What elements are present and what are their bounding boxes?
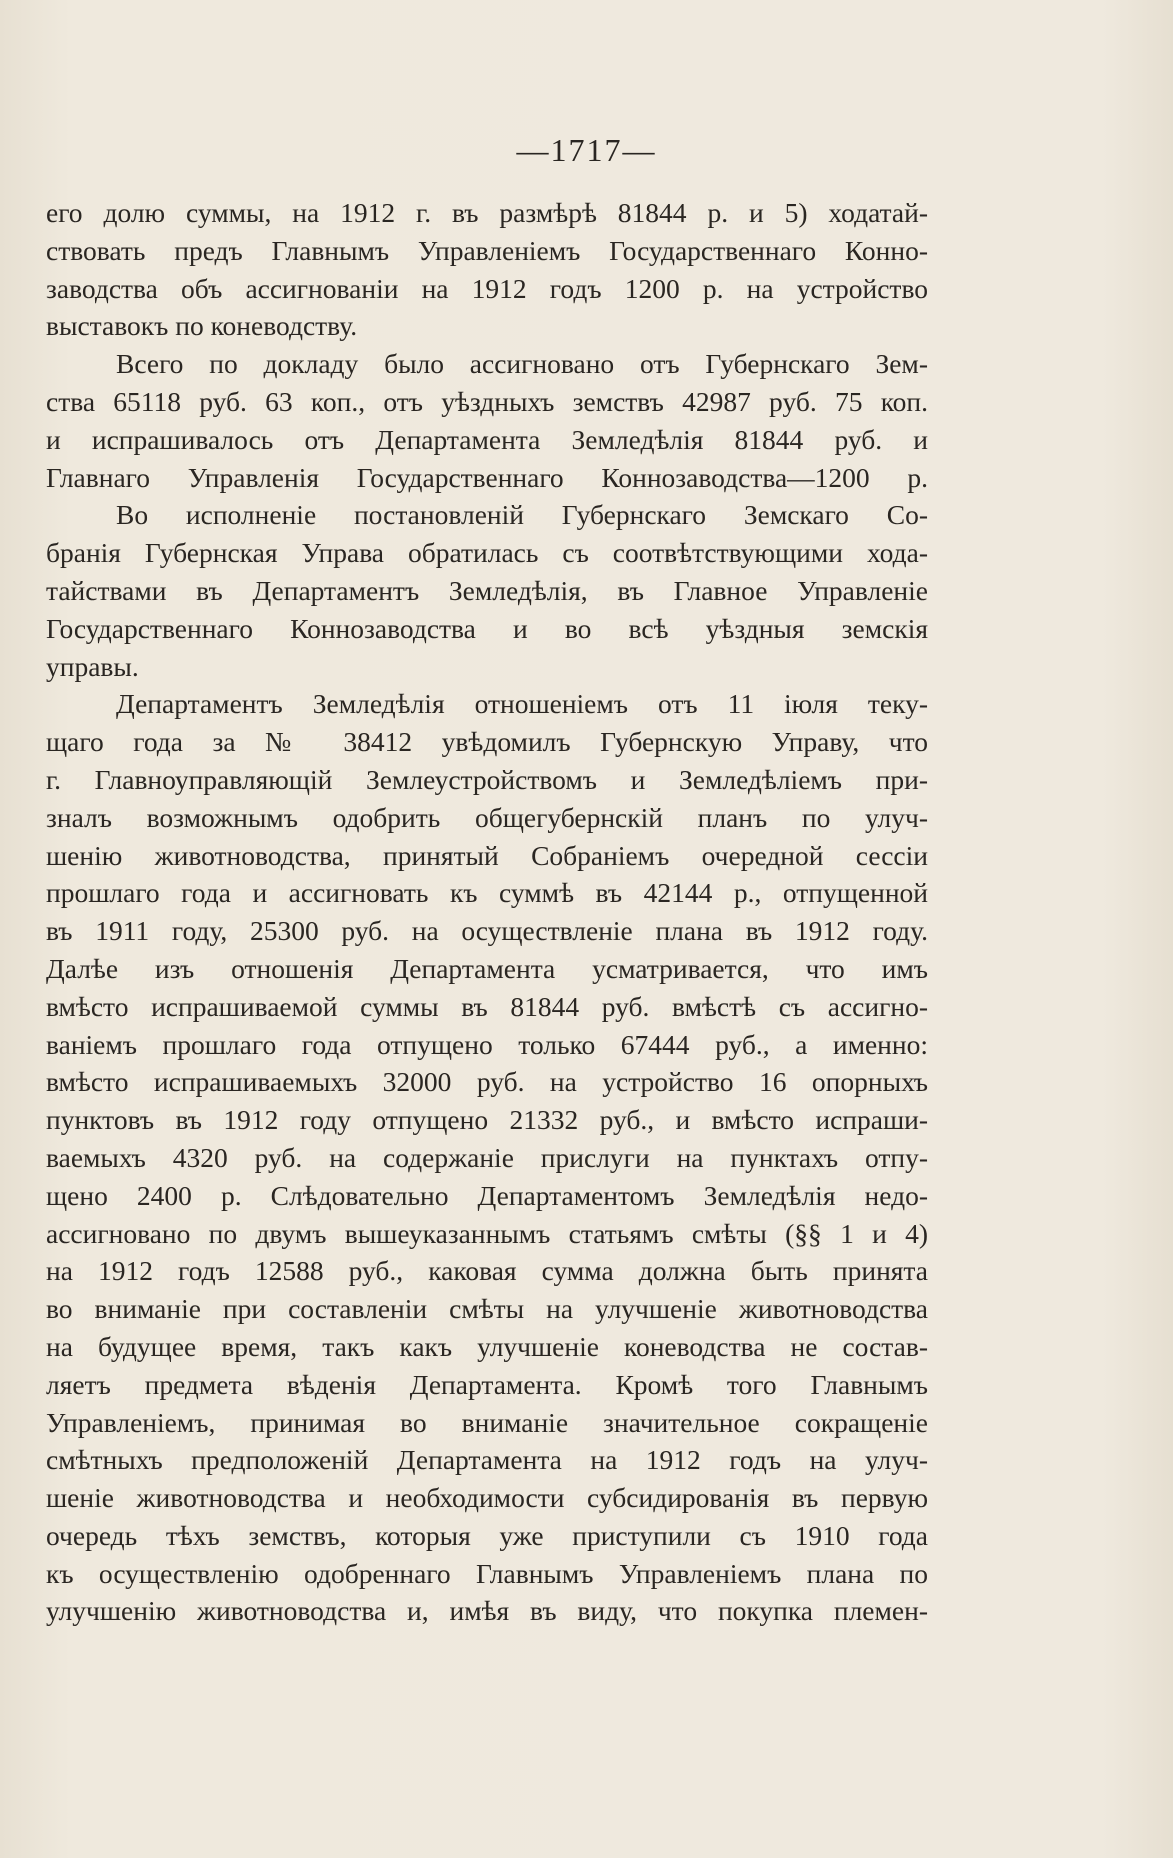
text-line: Всего по докладу было ассигновано отъ Губернскаго Зем-	[116, 348, 928, 380]
text-line: ства 65118 руб. 63 коп., отъ уѣздныхъ земствъ 42987 руб. 75 коп.	[46, 385, 928, 417]
text-line: на будущее время, такъ какъ улучшеніе коневодства не состав-	[46, 1330, 928, 1362]
text-line: бранія Губернская Управа обратилась съ соотвѣтствующими хода-	[46, 537, 928, 569]
text-line: ассигновано по двумъ вышеуказаннымъ статьямъ смѣты (§§ 1 и 4)	[46, 1217, 928, 1249]
body-text	[46, 194, 928, 1630]
text-line: Государственнаго Коннозаводства и во всѣ уѣздныя земскія	[46, 612, 928, 644]
text-line: ствовать предъ Главнымъ Управленіемъ Государственнаго Конно-	[46, 234, 928, 266]
text-line: Во исполненіе постановленій Губернскаго Земскаго Со-	[116, 499, 928, 531]
text-line: во вниманіе при составленіи смѣты на улучшеніе животноводства	[46, 1293, 928, 1325]
text-line: щено 2400 р. Слѣдовательно Департаментомъ Земледѣлія недо-	[46, 1179, 928, 1211]
page-number: —1717—	[516, 132, 657, 168]
text-line: вмѣсто испрашиваемой суммы въ 81844 руб. вмѣстѣ съ ассигно-	[46, 990, 928, 1022]
text-line: Департаментъ Земледѣлія отношеніемъ отъ 11 іюля теку-	[116, 688, 928, 720]
text-line: вмѣсто испрашиваемыхъ 32000 руб. на устройство 16 опорныхъ	[46, 1066, 928, 1098]
text-line: къ осуществленію одобреннаго Главнымъ Управленіемъ плана по	[46, 1557, 928, 1589]
text-line: Управленіемъ, принимая во вниманіе значительное сокращеніе	[46, 1406, 928, 1438]
text-line: пунктовъ въ 1912 году отпущено 21332 руб., и вмѣсто испраши-	[46, 1104, 928, 1136]
text-line: тайствами въ Департаментъ Земледѣлія, въ Главное Управленіе	[46, 574, 928, 606]
text-line: шеніе животноводства и необходимости субсидированія въ первую	[46, 1482, 928, 1514]
text-line: и испрашивалось отъ Департамента Земледѣлія 81844 руб. и	[46, 423, 928, 455]
text-line: въ 1911 году, 25300 руб. на осуществленіе плана въ 1912 году.	[46, 915, 928, 947]
text-line: щаго года за № 38412 увѣдомилъ Губернскую Управу, что	[46, 726, 928, 758]
text-line: ваемыхъ 4320 руб. на содержаніе прислуги на пунктахъ отпу-	[46, 1141, 928, 1173]
text-line: ляетъ предмета вѣденія Департамента. Кромѣ того Главнымъ	[46, 1368, 928, 1400]
text-line: прошлаго года и ассигновать къ суммѣ въ 42144 р., отпущенной	[46, 877, 928, 909]
text-line: ваніемъ прошлаго года отпущено только 67444 руб., а именно:	[46, 1028, 928, 1060]
text-line: управы.	[46, 650, 139, 682]
text-line: улучшенію животноводства и, имѣя въ виду, что покупка племен-	[46, 1595, 928, 1627]
text-line: заводства объ ассигнованіи на 1912 годъ 1200 р. на устройство	[46, 272, 928, 304]
text-line: смѣтныхъ предположеній Департамента на 1912 годъ на улуч-	[46, 1444, 928, 1476]
text-line: шенію животноводства, принятый Собраніемъ очередной сессіи	[46, 839, 928, 871]
text-line: Далѣе изъ отношенія Департамента усматривается, что имъ	[46, 952, 928, 984]
text-line: Главнаго Управленія Государственнаго Коннозаводства—1200 р.	[46, 461, 928, 493]
text-line: г. Главноуправляющій Землеустройствомъ и Земледѣліемъ при-	[46, 763, 928, 795]
text-line: зналъ возможнымъ одобрить общегубернскій планъ по улуч-	[46, 801, 928, 833]
text-line: очередь тѣхъ земствъ, которыя уже приступили съ 1910 года	[46, 1519, 928, 1551]
text-line: его долю суммы, на 1912 г. въ размѣрѣ 81844 р. и 5) ходатай-	[46, 197, 928, 228]
text-line: выставокъ по коневодству.	[46, 310, 358, 342]
text-line: на 1912 годъ 12588 руб., каковая сумма должна быть принята	[46, 1255, 928, 1287]
